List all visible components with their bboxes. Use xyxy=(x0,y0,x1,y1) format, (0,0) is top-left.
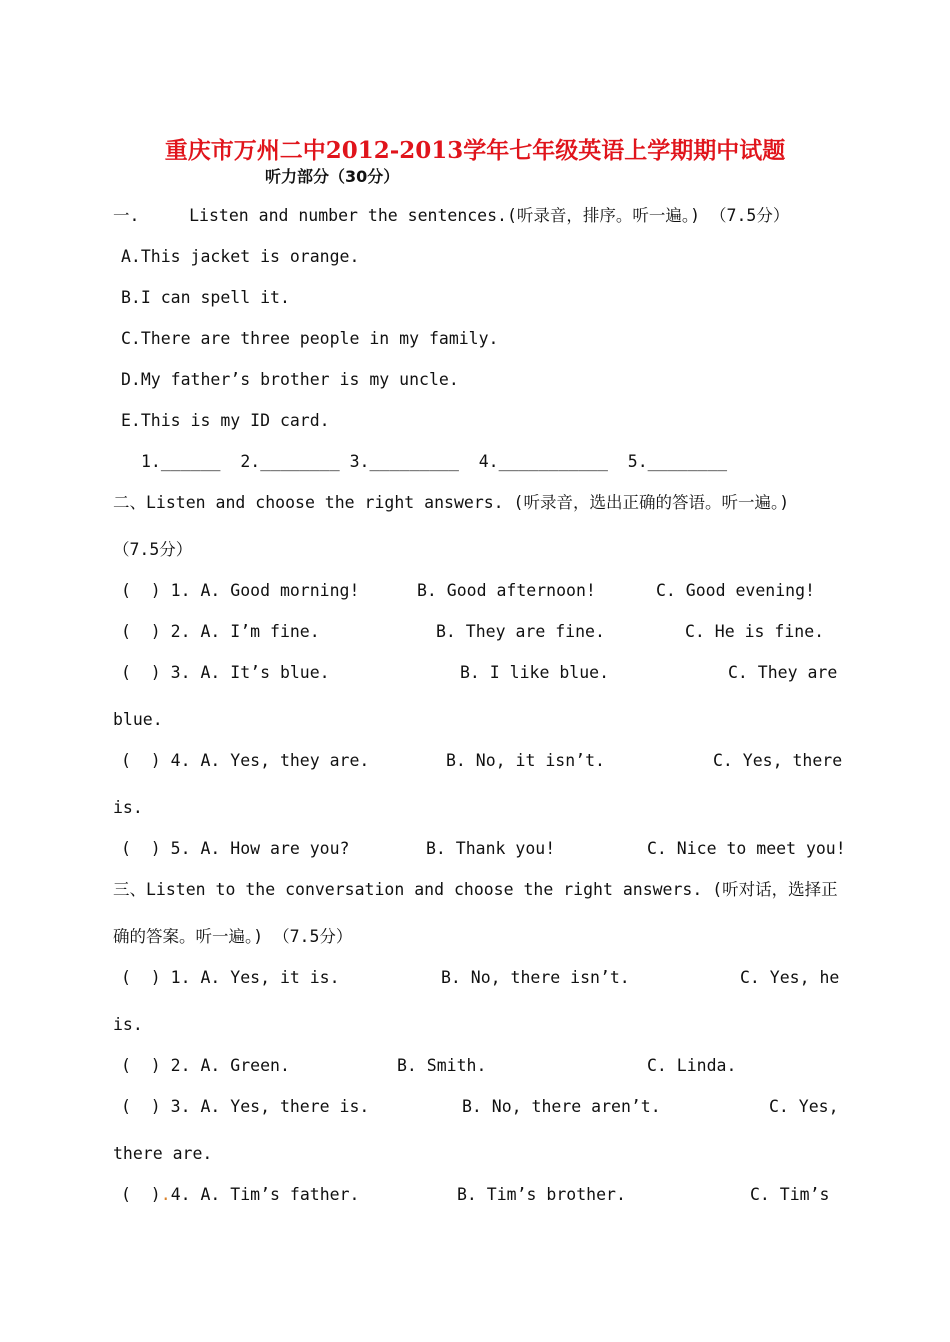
s3-q1-cont: is. xyxy=(113,1015,143,1034)
s2-q1-c: C. Good evening! xyxy=(656,581,815,600)
s3-q2-a: ( ) 2. A. Green. xyxy=(121,1056,290,1075)
s3-q4-a xyxy=(121,1184,359,1206)
s3-q4-paren: ( ) xyxy=(121,1185,161,1204)
sentence-e: E.This is my ID card. xyxy=(121,411,330,430)
s2-q2-a: ( ) 2. A. I’m fine. xyxy=(121,622,320,641)
s3-q2-c: C. Linda. xyxy=(647,1056,737,1075)
sentence-a: A.This jacket is orange. xyxy=(121,247,360,266)
s2-q3-b: B. I like blue. xyxy=(460,663,610,682)
s2-q4-b: B. No, it isn’t. xyxy=(446,751,605,770)
s2-q5-b: B. Thank you! xyxy=(426,839,556,858)
s2-q1-b: B. Good afternoon! xyxy=(417,581,596,600)
s2-q3-a: ( ) 3. A. It’s blue. xyxy=(121,663,330,682)
s3-q3-cont: there are. xyxy=(113,1144,213,1163)
s2-q5-a: ( ) 5. A. How are you? xyxy=(121,839,350,858)
section-subtitle: 听力部分（30分） xyxy=(265,167,400,186)
s2-q4-c: C. Yes, there xyxy=(713,751,843,770)
s2-q2-c: C. He is fine. xyxy=(685,622,825,641)
section2-heading: 二、Listen and choose the right answers. (听录音，选出正确的答语。听一遍。) xyxy=(113,493,790,512)
s2-q4-cont: is. xyxy=(113,798,143,817)
s2-q3-cont: blue. xyxy=(113,710,163,729)
s2-q1-a: ( ) 1. A. Good morning! xyxy=(121,581,360,600)
s3-q1-c: C. Yes, he xyxy=(740,968,840,987)
s3-q1-a: ( ) 1. A. Yes, it is. xyxy=(121,968,340,987)
s2-q2-b: B. They are fine. xyxy=(436,622,605,641)
s2-q5-c: C. Nice to meet you! xyxy=(647,839,846,858)
s3-q3-b: B. No, there aren’t. xyxy=(462,1097,661,1116)
s3-q4-dot: . xyxy=(160,1185,171,1204)
s2-q4-a: ( ) 4. A. Yes, they are. xyxy=(121,751,370,770)
s2-q3-c: C. They are xyxy=(728,663,838,682)
sentence-c: C.There are three people in my family. xyxy=(121,329,499,348)
section1-heading: 一. Listen and number the sentences.(听录音，排序。听一遍。) （7.5分） xyxy=(113,206,790,225)
s3-q1-b: B. No, there isn’t. xyxy=(441,968,630,987)
section3-heading-cont: 确的答案。听一遍。) （7.5分） xyxy=(113,927,353,946)
sentence-b: B.I can spell it. xyxy=(121,288,290,307)
s3-q4-b: B. Tim’s brother. xyxy=(457,1185,626,1204)
answer-blanks: 1.______ 2.________ 3._________ 4.___________ 5.________ xyxy=(141,452,728,471)
s3-q4-option-a: 4. A. Tim’s father. xyxy=(170,1185,360,1204)
section3-heading: 三、Listen to the conversation and choose the right answers. (听对话，选择正 xyxy=(113,880,838,899)
page-title: 重庆市万州二中2012-2013学年七年级英语上学期期中试题 xyxy=(164,137,786,164)
s3-q2-b: B. Smith. xyxy=(397,1056,487,1075)
s3-q3-a: ( ) 3. A. Yes, there is. xyxy=(121,1097,370,1116)
s3-q3-c: C. Yes, xyxy=(769,1097,839,1116)
sentence-d: D.My father’s brother is my uncle. xyxy=(121,370,459,389)
section2-heading-score: （7.5分） xyxy=(113,540,193,559)
s3-q4-c: C. Tim’s xyxy=(750,1185,830,1204)
